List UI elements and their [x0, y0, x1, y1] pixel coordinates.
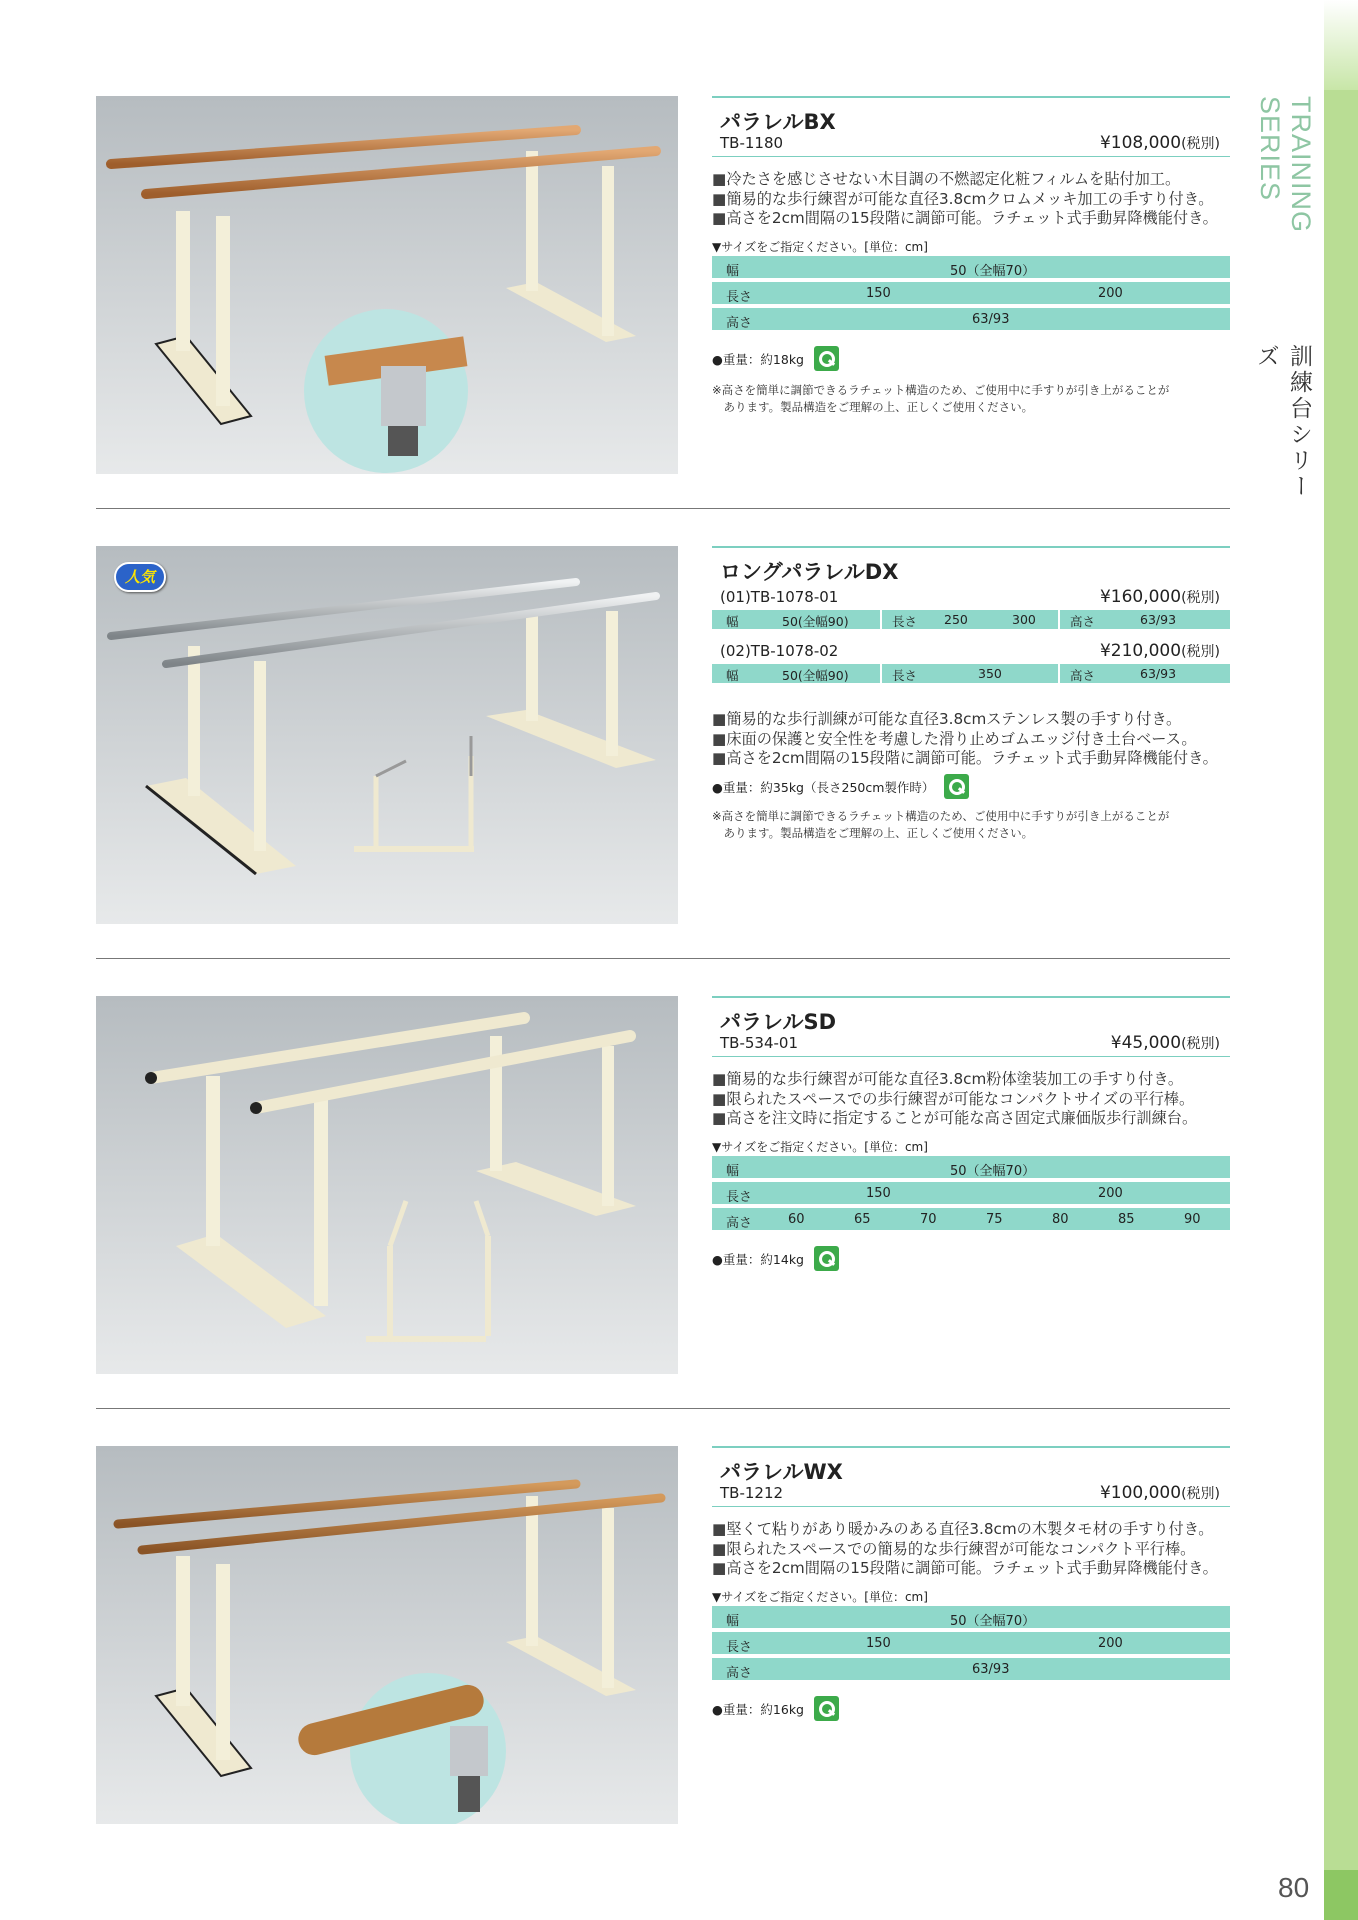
variant-spec-row: 幅 50(全幅90) 長さ 250 300 高さ 63/93 [712, 610, 1230, 629]
spec-row-width: 幅 50（全幅70） [712, 1156, 1230, 1178]
product-photo-sd [96, 996, 678, 1374]
caution-note: ※高さを簡単に調節できるラチェット構造のため、ご使用中に手すりが引き上がることが あります。製品構造をご理解の上、正しくご使用ください。 [712, 383, 1170, 414]
feature-list [712, 1070, 1242, 1129]
caution-note: ※高さを簡単に調節できるラチェット構造のため、ご使用中に手すりが引き上がることが あります。製品構造をご理解の上、正しくご使用ください。 [712, 809, 1170, 840]
feature-list [712, 170, 1242, 229]
magnifier-icon [814, 1696, 839, 1721]
feature-item: ■ 高さを2cm間隔の15段階に調節可能。ラチェット式手動昇降機能付き。 [712, 209, 1242, 229]
spec-row-width: 幅 50（全幅70） [712, 256, 1230, 278]
feature-item: ■ 冷たさを感じさせない木目調の不燃認定化粧フィルムを貼付加工。 [712, 170, 1242, 190]
spec-table [712, 1606, 1230, 1684]
series-label-en: TRAINING SERIES [1255, 96, 1316, 234]
feature-list [712, 710, 1242, 769]
product-photo-bx [96, 96, 678, 474]
product-code: TB-1212 [720, 1484, 784, 1502]
size-note: ▼サイズをご指定ください。[単位：cm] [712, 1590, 928, 1604]
feature-item: ■ 高さを2cm間隔の15段階に調節可能。ラチェット式手動昇降機能付き。 [712, 749, 1242, 769]
feature-list [712, 1520, 1242, 1579]
weight-info: ●重量：約18kg [712, 346, 839, 371]
variant-price: ¥160,000(税別) [1099, 587, 1220, 607]
spec-table [712, 1156, 1230, 1234]
feature-item: ■ 床面の保護と安全性を考慮した滑り止めゴムエッジ付き土台ベース。 [712, 730, 1242, 750]
spec-row-height: 高さ 60 65 70 75 80 85 90 [712, 1208, 1230, 1230]
spec-row-height: 高さ 63/93 [712, 308, 1230, 330]
series-label [1253, 96, 1316, 516]
weight-info: ●重量：約14kg [712, 1246, 839, 1271]
product-code: TB-534-01 [720, 1034, 798, 1052]
product-price: ¥108,000(税別) [1099, 133, 1220, 153]
spec-row-width: 幅 50（全幅70） [712, 1606, 1230, 1628]
page-number: 80 [1278, 1872, 1310, 1903]
size-note: ▼サイズをご指定ください。[単位：cm] [712, 240, 928, 254]
variant-code: (02)TB-1078-02 [720, 642, 839, 660]
variant-spec-row: 幅 50(全幅90) 長さ 350 高さ 63/93 [712, 664, 1230, 683]
magnifier-icon [814, 346, 839, 371]
feature-item: ■ 堅くて粘りがあり暖かみのある直径3.8cmの木製タモ材の手すり付き。 [712, 1520, 1242, 1540]
section-divider [96, 1408, 1230, 1409]
product-photo-dx [96, 546, 678, 924]
feature-item: ■ 限られたスペースでの簡易的な歩行練習が可能なコンパクト平行棒。 [712, 1540, 1242, 1560]
magnifier-icon [814, 1246, 839, 1271]
product-name: パラレルBX [720, 110, 836, 134]
section-divider [96, 508, 1230, 509]
weight-info: ●重量：約35kg（長さ250cm製作時） [712, 774, 969, 799]
product-price: ¥45,000(税別) [1110, 1033, 1220, 1053]
product-photo-wx [96, 1446, 678, 1824]
magnifier-icon [944, 774, 969, 799]
size-note: ▼サイズをご指定ください。[単位：cm] [712, 1140, 928, 1154]
spec-row-height: 高さ 63/93 [712, 1658, 1230, 1680]
product-code: TB-1180 [720, 134, 784, 152]
weight-info: ●重量：約16kg [712, 1696, 839, 1721]
popular-badge: 人気 [114, 562, 166, 592]
variant-price: ¥210,000(税別) [1099, 641, 1220, 661]
product-price: ¥100,000(税別) [1099, 1483, 1220, 1503]
feature-item: ■ 簡易的な歩行訓練が可能な直径3.8cmステンレス製の手すり付き。 [712, 710, 1242, 730]
product-name: パラレルSD [720, 1010, 837, 1034]
variant-code: (01)TB-1078-01 [720, 588, 839, 606]
spec-row-length: 長さ 150 200 [712, 1632, 1230, 1654]
feature-item: ■ 限られたスペースでの歩行練習が可能なコンパクトサイズの平行棒。 [712, 1090, 1242, 1110]
spec-row-length: 長さ 150 200 [712, 282, 1230, 304]
edge-band [1324, 0, 1358, 1920]
series-label-jp: 訓練台シリーズ [1253, 344, 1312, 501]
section-divider [96, 958, 1230, 959]
feature-item: ■ 高さを2cm間隔の15段階に調節可能。ラチェット式手動昇降機能付き。 [712, 1559, 1242, 1579]
product-name: パラレルWX [720, 1460, 843, 1484]
spec-table [712, 256, 1230, 334]
product-name: ロングパラレルDX [720, 560, 899, 584]
feature-item: ■ 高さを注文時に指定することが可能な高さ固定式廉価版歩行訓練台。 [712, 1109, 1242, 1129]
spec-row-length: 長さ 150 200 [712, 1182, 1230, 1204]
feature-item: ■ 簡易的な歩行練習が可能な直径3.8cmクロムメッキ加工の手すり付き。 [712, 190, 1242, 210]
feature-item: ■ 簡易的な歩行練習が可能な直径3.8cm粉体塗装加工の手すり付き。 [712, 1070, 1242, 1090]
